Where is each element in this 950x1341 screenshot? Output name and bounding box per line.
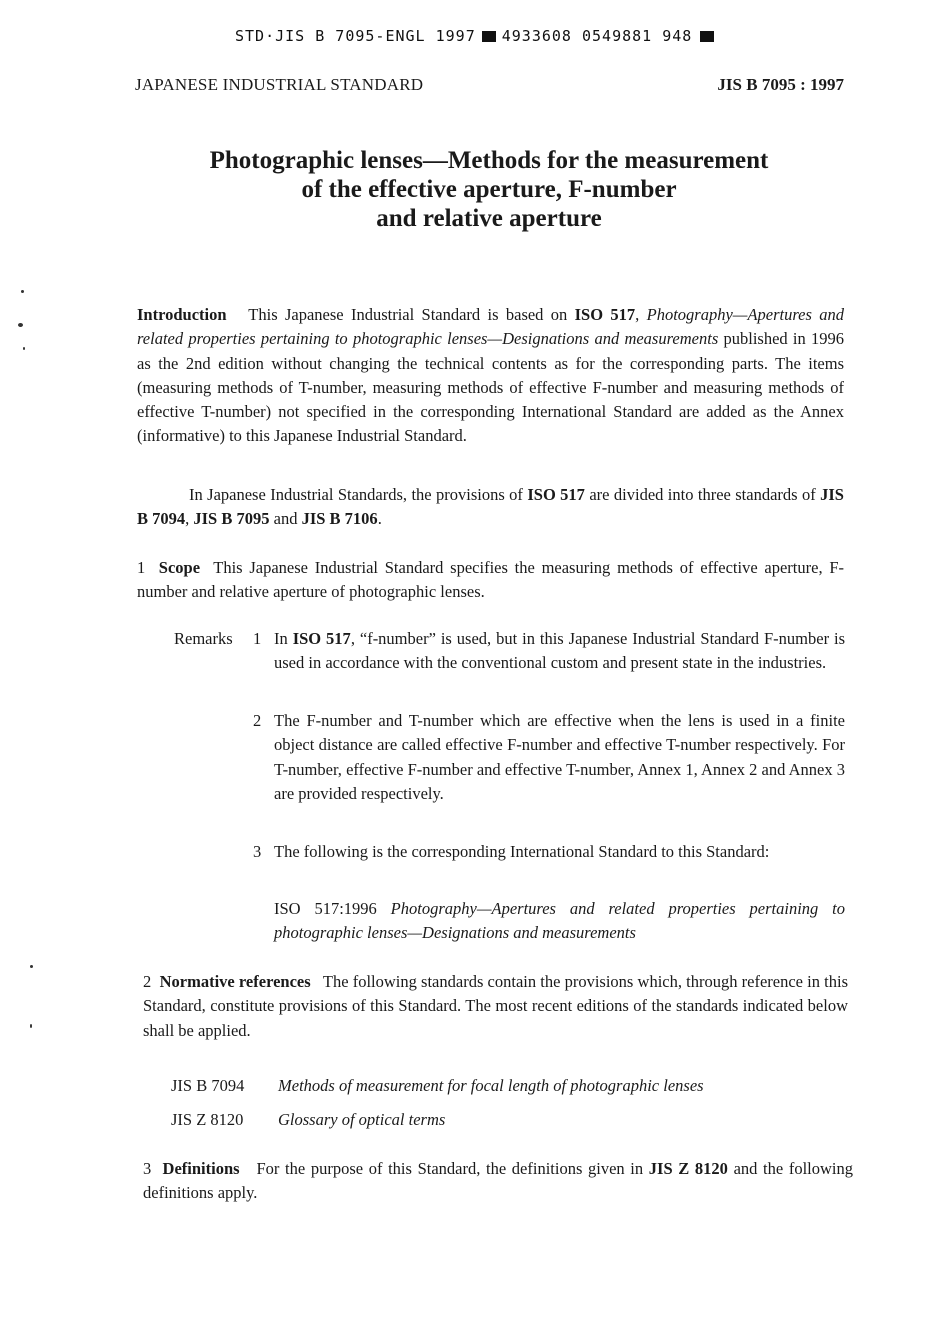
remark-number: 3	[253, 842, 262, 861]
introduction-paragraph-2	[137, 483, 844, 532]
definitions-text: and the following definitions apply.	[143, 1159, 853, 1203]
remark-text: In	[274, 629, 293, 648]
intro-text: are divided into three standards of	[584, 485, 821, 504]
introduction-paragraph	[137, 303, 844, 449]
remark-2-text: The F-number and T-number which are effective when the lens is used in a finite object distance are called effective F-number and effective T-number respectively. For T-number, effective F-number and effective T-number, Annex 1, Annex 2 and Annex 3 are provided respectively.	[274, 711, 845, 803]
reference-title: Photography—Apertures and related properties pertaining to photographic lenses—Designations and measurements	[274, 899, 845, 943]
remark-3-reference	[274, 897, 845, 946]
remark-3-text: The following is the corresponding International Standard to this Standard:	[274, 842, 770, 861]
header-standard-number: JIS B 7095 : 1997	[717, 75, 844, 94]
page-title	[0, 146, 950, 233]
reference-title: Glossary of optical terms	[278, 1110, 446, 1129]
section-number: 1	[137, 558, 146, 577]
remark-number: 1	[253, 629, 262, 648]
stamp-block-mark	[700, 31, 714, 42]
intro-text: ,	[185, 509, 194, 529]
scope-text: This Japanese Industrial Standard specifies the measuring methods of effective aperture, F-number and relative aperture of photographic lenses.	[137, 558, 845, 602]
stamp-code: STD·JIS B 7095-ENGL 1997	[235, 27, 476, 45]
intro-text: In Japanese Industrial Standards, the provisions of	[189, 485, 528, 504]
remark-text: , “f-number” is used, but in this Japanese Industrial Standard F-number is used in accordance with the conventional custom and present state in the industries.	[274, 629, 845, 673]
scan-speck	[18, 323, 23, 327]
intro-text: and	[269, 509, 302, 529]
scope-section	[137, 556, 844, 605]
remarks-label: Remarks	[174, 629, 233, 648]
stamp-block-mark	[482, 31, 496, 42]
reference-code: JIS B 7094	[171, 1076, 245, 1095]
stamp-number: 4933608 0549881 948	[501, 27, 693, 45]
intro-text: .	[377, 509, 382, 529]
scan-speck	[21, 290, 24, 293]
title-line: of the effective aperture, F-number	[301, 176, 677, 203]
standard-ref: JIS B 7106	[301, 509, 378, 529]
normative-references-text: The following standards contain the provisions which, through reference in this Standard, constitute provisions of this Standard. The most recent editions of the standards indicated below shall be applied.	[143, 972, 849, 1040]
intro-iso-ref: ISO 517	[574, 305, 636, 324]
reference-code: JIS Z 8120	[171, 1110, 244, 1129]
title-line: and relative aperture	[376, 205, 602, 232]
section-number: 3	[143, 1159, 152, 1178]
standard-ref: JIS B 7095	[193, 509, 270, 529]
scan-speck	[23, 347, 25, 350]
intro-iso-title: Photography—Apertures and related properties pertaining to photographic lenses—Designations and measurements	[137, 305, 845, 349]
section-number: 2	[143, 972, 152, 991]
title-line: Photographic lenses—Methods for the measurement	[209, 147, 769, 174]
intro-text: published in 1996 as the 2nd edition without changing the technical contents as for the corresponding parts. The items (measuring methods of T-number, measuring methods of effective F-number and measuring methods of effective T-number) not specified in the corresponding International Standard are added as the Annex (informative) to this Japanese Industrial Standard.	[137, 329, 845, 446]
reference-code: ISO 517:1996	[274, 899, 391, 918]
definitions-text: For the purpose of this Standard, the definitions given in	[256, 1159, 649, 1178]
scan-speck	[30, 1024, 32, 1028]
definitions-section	[143, 1157, 853, 1206]
standard-ref: JIS Z 8120	[648, 1159, 728, 1178]
intro-iso-ref: ISO 517	[527, 485, 585, 504]
introduction-heading: Introduction	[137, 305, 227, 324]
scope-heading: Scope	[158, 558, 201, 577]
remark-iso-ref: ISO 517	[292, 629, 351, 648]
remark-number: 2	[253, 711, 262, 730]
intro-text: ,	[635, 305, 647, 324]
normative-references-heading: Normative references	[159, 972, 311, 991]
reference-title: Methods of measurement for focal length of photographic lenses	[278, 1076, 704, 1095]
remark-1-text	[274, 627, 845, 676]
standard-ref: JIS B 7094	[137, 485, 844, 529]
intro-text: This Japanese Industrial Standard is based on	[248, 305, 575, 324]
definitions-heading: Definitions	[162, 1159, 240, 1178]
normative-references-section	[143, 970, 848, 1043]
document-stamp	[235, 27, 714, 45]
header-standard-label: JAPANESE INDUSTRIAL STANDARD	[135, 75, 424, 94]
scan-speck	[30, 965, 33, 968]
